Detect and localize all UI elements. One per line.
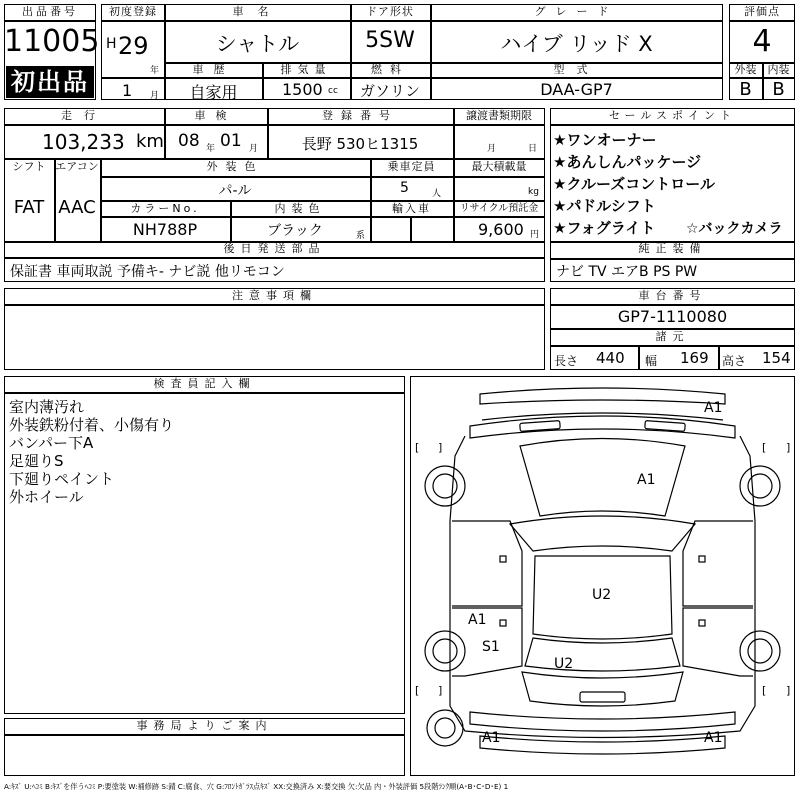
damage-mark: A1 <box>482 730 501 746</box>
legend: A:ｷｽﾞ U:ﾍｺﾐ B:ｷｽﾞを伴うﾍｺﾐ P:要塗装 W:補修跡 S:錆 C:腐食、穴 G:ﾌﾛﾝﾄｶﾞﾗｽ点ｷｽﾞ XX:交換済み X:要交換 欠:欠品 内・外装評価 5段階ﾗﾝｸ順(A･B･C･D･E) 1 <box>4 782 509 791</box>
displacement-unit: cc <box>328 86 338 96</box>
month-unit: 月 <box>150 91 160 101</box>
damage-mark: A1 <box>468 612 487 628</box>
svg-text:]: ] <box>786 684 791 697</box>
inspection-month: 01 <box>220 131 242 151</box>
exterior-color: パ-ル <box>218 183 252 199</box>
transfer-month-unit: 月 <box>487 144 497 154</box>
height: 154 <box>762 349 791 367</box>
year-unit: 年 <box>150 66 160 76</box>
inspector-line: 室内薄汚れ <box>9 398 85 416</box>
length: 440 <box>596 349 625 367</box>
grade-label: グレード <box>534 5 619 18</box>
inspection-label: 車検 <box>194 109 237 122</box>
lot-label: 出品番号 <box>22 5 78 18</box>
inspection-year-unit: 年 <box>206 144 216 154</box>
shift: FAT <box>13 197 45 218</box>
dims-label: 諸元 <box>655 330 690 343</box>
damage-mark: A1 <box>637 472 656 488</box>
width: 169 <box>680 349 709 367</box>
chassis-number: GP7-1110080 <box>617 307 728 326</box>
first-listing-badge: 初出品 <box>6 66 94 98</box>
inspector-line: 足廻りS <box>9 452 64 470</box>
recycle-label: リサイクル預託金 <box>459 203 539 214</box>
transfer-label: 譲渡書類期限 <box>466 109 532 122</box>
interior-label: 内装 <box>767 63 790 76</box>
svg-text:[: [ <box>415 441 420 454</box>
first-reg-month: 1 <box>122 81 133 100</box>
damage-mark: U2 <box>592 587 612 603</box>
load-label: 最大積載量 <box>471 160 527 173</box>
sales-item: ★ワンオーナー <box>553 131 657 149</box>
inspector-line: 外ホイール <box>9 488 84 506</box>
svg-text:]: ] <box>786 441 791 454</box>
first-reg-year: 29 <box>118 32 149 60</box>
int-color: ブラック <box>267 223 323 239</box>
car-diagram-drawing <box>410 376 795 776</box>
office-label: 事務局よりご案内 <box>136 719 273 732</box>
width-label: 幅 <box>645 354 658 368</box>
model-label: 型式 <box>553 63 600 76</box>
load-unit: kg <box>528 187 539 197</box>
height-label: 高さ <box>722 354 747 368</box>
score-label: 評価点 <box>744 5 780 18</box>
door-type: 5SW <box>365 28 415 53</box>
chassis-label: 車台番号 <box>638 289 707 302</box>
score: 4 <box>752 24 772 59</box>
fuel-label: 燃料 <box>371 63 409 76</box>
svg-text:]: ] <box>438 684 443 697</box>
damage-mark: S1 <box>482 639 500 655</box>
import-label: 輸入車 <box>392 202 431 215</box>
equipment: ナビ TV エアB PS PW <box>556 264 698 280</box>
later-label: 後日発送部品 <box>223 242 326 255</box>
mileage-unit: km <box>136 131 164 152</box>
ac: AAC <box>58 197 96 218</box>
recycle: 9,600 <box>478 220 524 239</box>
capacity-label: 乗車定員 <box>387 160 436 173</box>
inspection-year: 08 <box>178 131 200 151</box>
sales-item: ★あんしんパッケージ <box>553 153 702 171</box>
color-no: NH788P <box>132 220 198 239</box>
history-label: 車歴 <box>192 63 235 76</box>
svg-text:[: [ <box>762 684 767 697</box>
first-reg-label: 初度登録 <box>109 5 157 18</box>
exterior-label: 外装 <box>734 63 757 76</box>
car-name-label: 車名 <box>232 5 283 18</box>
car-name: シャトル <box>215 32 300 56</box>
later-parts: 保証書 車両取説 予備キ- ナビ説 他リモコン <box>10 264 285 280</box>
damage-mark: U2 <box>554 656 574 672</box>
lot-number: 11005 <box>4 24 100 59</box>
fuel: ガソリン <box>359 82 420 100</box>
sales-label: セールスポイント <box>608 109 736 122</box>
color-label: 外装色 <box>206 160 264 173</box>
inspector-label: 検査員記入欄 <box>153 377 256 390</box>
sales-item: ★フォグライト <box>553 219 656 237</box>
sales-item: ★クルーズコントロール <box>553 175 715 193</box>
exterior-grade: B <box>739 79 752 100</box>
displacement-label: 排気量 <box>280 63 332 76</box>
svg-text:[: [ <box>415 684 420 697</box>
inspection-month-unit: 月 <box>249 144 259 154</box>
damage-mark: A1 <box>704 730 723 746</box>
reg-number: 長野 530ヒ1315 <box>301 135 419 153</box>
interior-grade: B <box>772 79 785 100</box>
capacity-unit: 人 <box>432 189 442 199</box>
ac-label: エアコン <box>55 160 99 173</box>
door-label: ドア形状 <box>366 5 414 18</box>
transfer-day-unit: 日 <box>528 144 538 154</box>
caution-label: 注意事項欄 <box>232 289 317 302</box>
svg-text:[: [ <box>762 441 767 454</box>
svg-text:]: ] <box>438 441 443 454</box>
shift-label: シフト <box>12 160 46 173</box>
int-color-unit: 系 <box>356 231 366 241</box>
int-color-label: 内装色 <box>274 202 326 215</box>
color-no-label: カラーNo. <box>130 202 200 215</box>
sales-item: ★パドルシフト <box>553 197 656 215</box>
mileage: 103,233 <box>42 130 125 154</box>
grade: ハイブ リッド X <box>500 32 653 56</box>
inspector-line: 下廻りペイント <box>9 470 115 488</box>
mileage-label: 走行 <box>61 109 107 122</box>
damage-mark: A1 <box>704 400 723 416</box>
length-label: 長さ <box>554 354 579 368</box>
model: DAA-GP7 <box>540 80 613 99</box>
displacement: 1500 <box>282 80 323 99</box>
equip-label: 純正装備 <box>638 242 707 255</box>
era: H <box>106 36 117 52</box>
sales-item-extra: ☆バックカメラ <box>686 221 783 237</box>
recycle-unit: 円 <box>530 230 540 240</box>
inspector-line: バンパー下A <box>9 434 94 452</box>
history: 自家用 <box>189 83 238 102</box>
capacity: 5 <box>400 180 409 196</box>
inspector-line: 外装鉄粉付着、小傷有り <box>9 416 175 434</box>
reg-label: 登録番号 <box>322 109 398 122</box>
